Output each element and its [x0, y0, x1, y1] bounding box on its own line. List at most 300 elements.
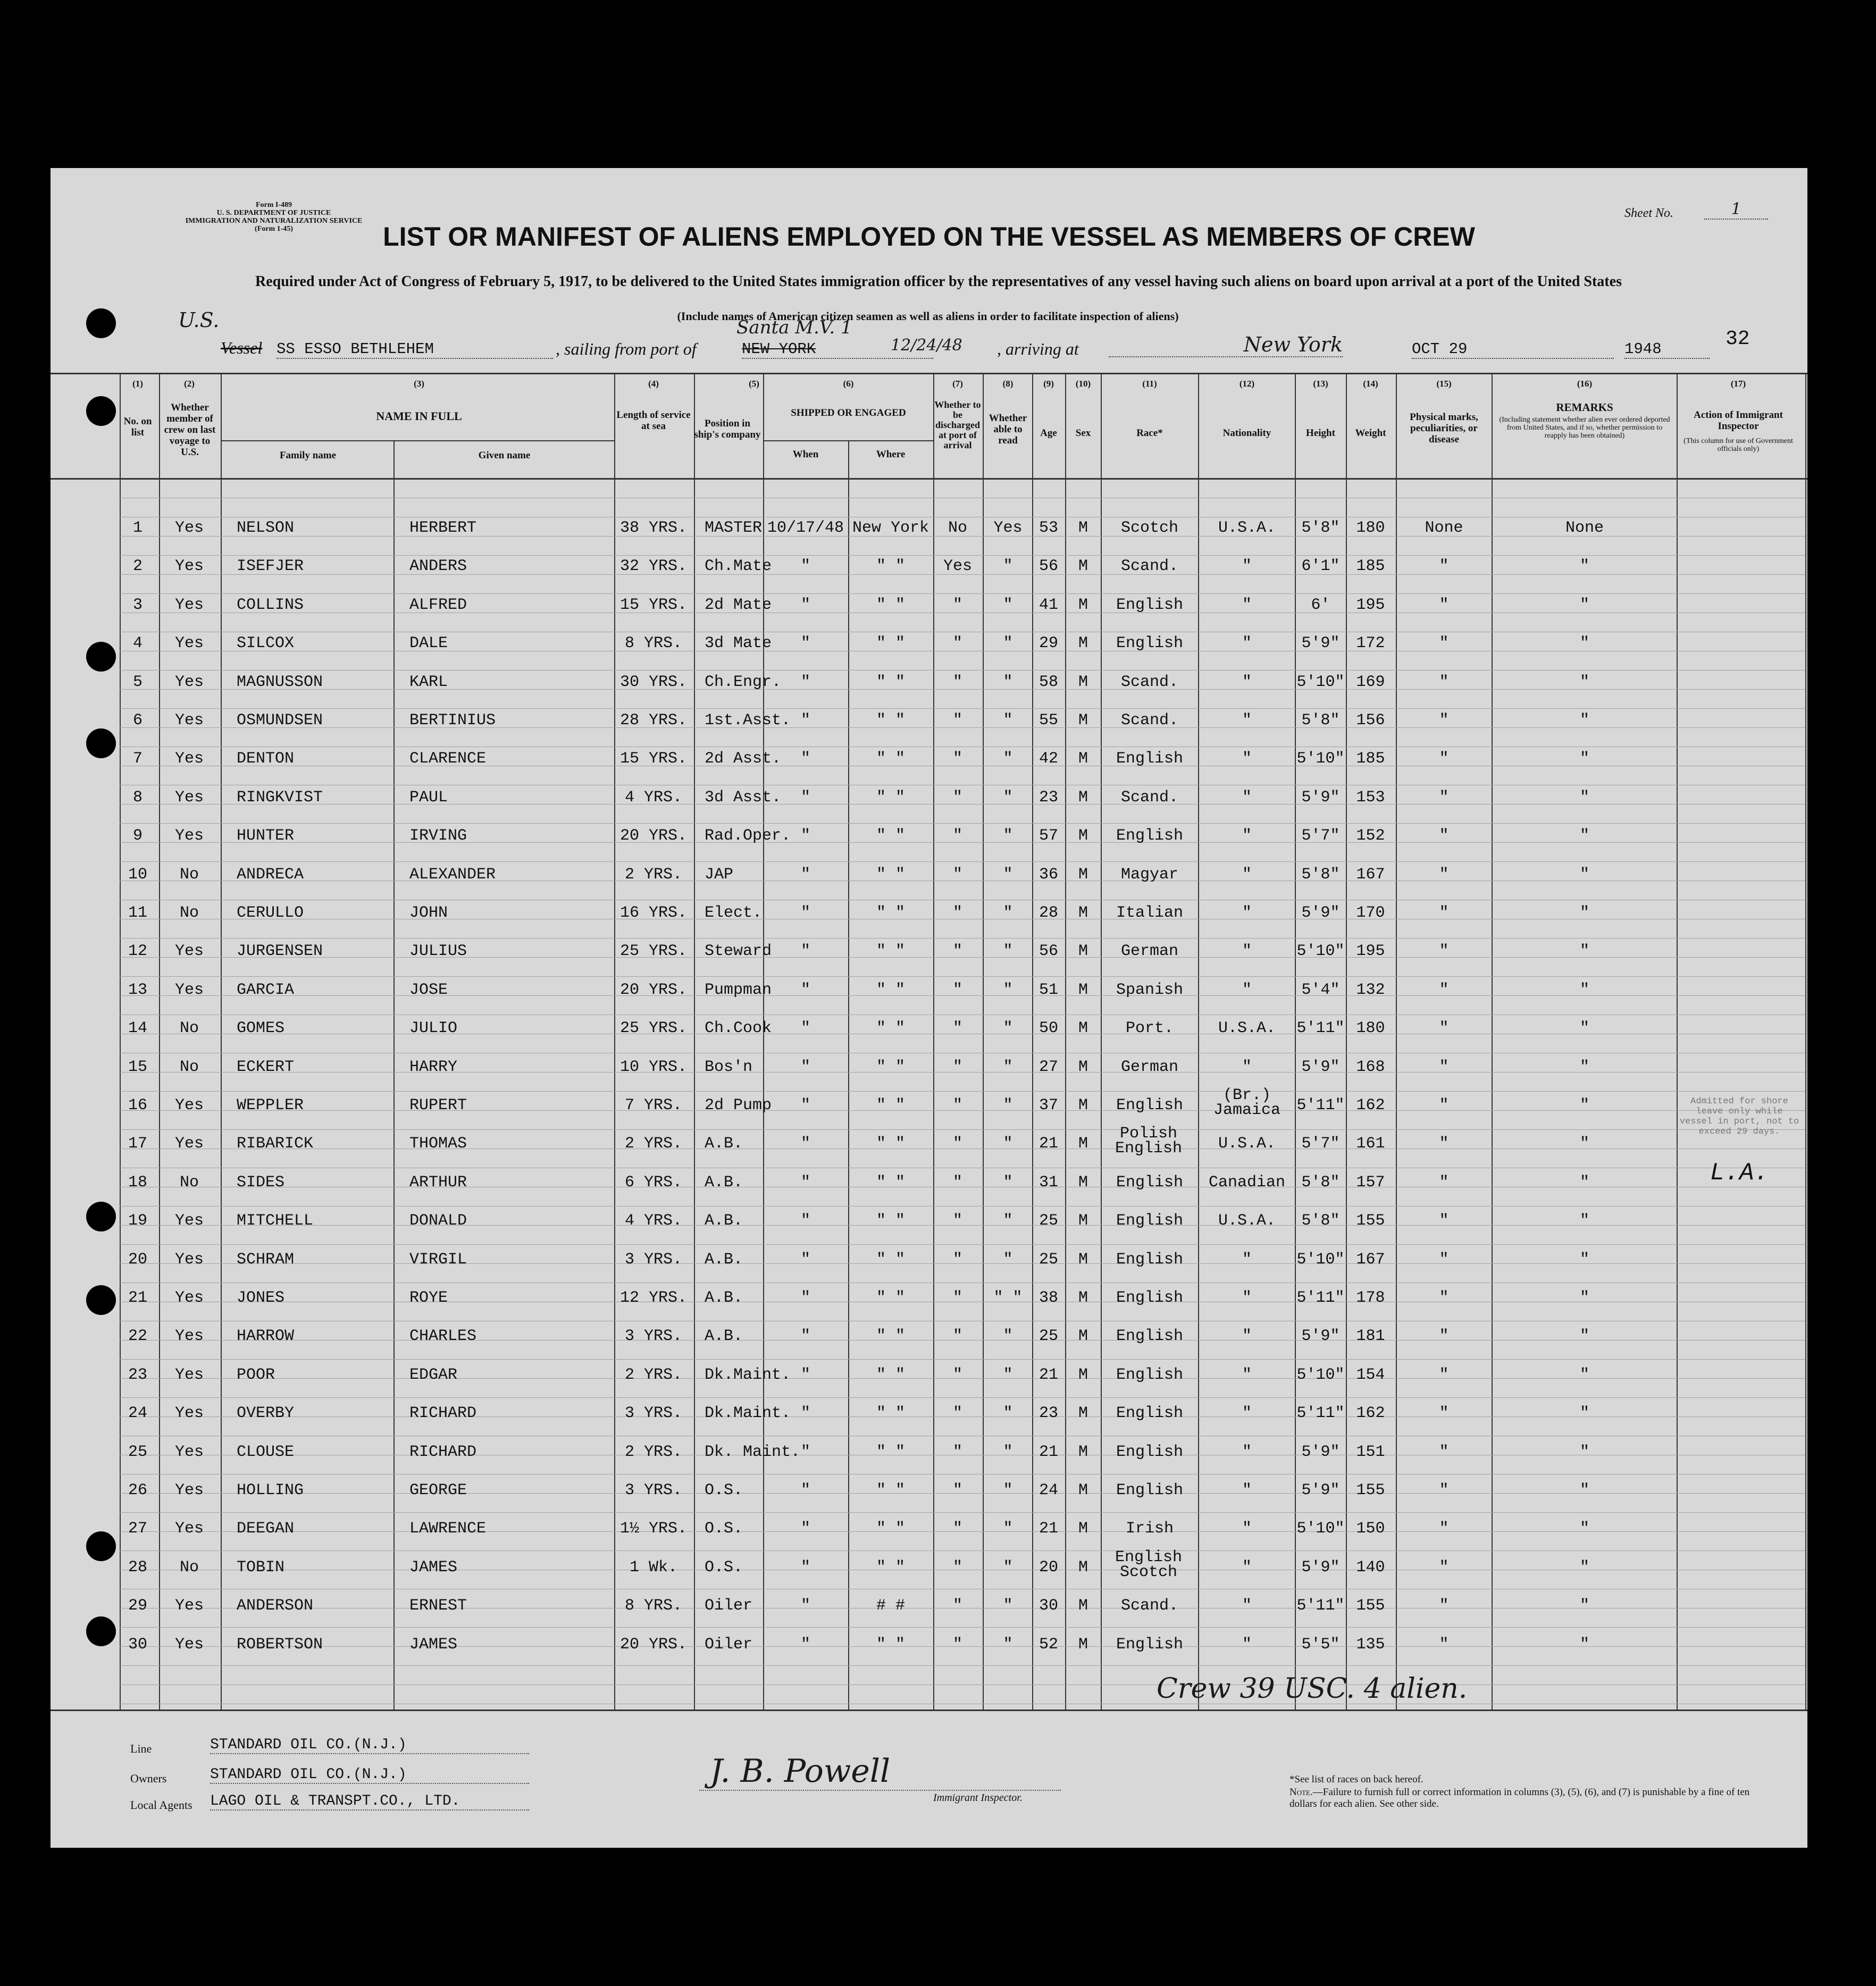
header-name-in-full: NAME IN FULL: [376, 409, 462, 423]
age-cell: 25: [1038, 1212, 1058, 1230]
vessel-name: SS ESSO BETHLEHEM: [277, 340, 553, 359]
weight-cell: 140: [1356, 1558, 1385, 1577]
header-nationality: Nationality: [1222, 428, 1271, 439]
member-cell: Yes: [174, 788, 204, 807]
member-cell: Yes: [174, 1365, 204, 1384]
row-number: 18: [128, 1173, 147, 1192]
weight-cell: 195: [1356, 596, 1385, 614]
race-cell: Magyar: [1120, 865, 1179, 884]
where-cell: " ": [876, 1404, 905, 1423]
read-cell: ": [1003, 942, 1013, 961]
where-cell: " ": [876, 1250, 905, 1269]
where-cell: " ": [876, 1520, 905, 1538]
remarks-cell: ": [1579, 1443, 1589, 1461]
discharged-cell: ": [952, 1365, 962, 1384]
given-name-cell: GEORGE: [409, 1481, 467, 1499]
member-cell: Yes: [174, 673, 204, 691]
owners-value: STANDARD OIL CO.(N.J.): [210, 1766, 529, 1784]
header-able-read: Whether able to read: [989, 413, 1027, 446]
colnum-8: (8): [1002, 379, 1014, 389]
sailing-hand-note: Santa M.V. 1: [736, 317, 852, 338]
discharged-cell: No: [948, 519, 967, 537]
service-cell: 4 YRS.: [624, 788, 683, 807]
given-name-cell: CLARENCE: [409, 750, 487, 768]
remarks-cell: ": [1579, 1019, 1589, 1038]
age-cell: 31: [1038, 1173, 1058, 1192]
nationality-cell: U.S.A.: [1218, 519, 1276, 537]
family-name-cell: OVERBY: [237, 1404, 295, 1423]
where-cell: " ": [876, 1635, 905, 1654]
height-cell: 5'9": [1301, 904, 1340, 922]
age-cell: 25: [1038, 1250, 1058, 1269]
nationality-cell: ": [1242, 827, 1252, 845]
when-cell: ": [800, 865, 810, 884]
header-length-service: Length of service at sea: [616, 409, 691, 432]
weight-cell: 185: [1356, 750, 1385, 768]
family-name-cell: SILCOX: [237, 634, 295, 653]
given-name-cell: JAMES: [409, 1635, 458, 1654]
position-cell: O.S.: [705, 1558, 743, 1577]
remarks-cell: ": [1579, 1250, 1589, 1269]
height-cell: 5'9": [1301, 1058, 1340, 1076]
inspector-signature: J. B. Powell: [710, 1753, 891, 1790]
position-cell: 3d Asst.: [705, 788, 782, 807]
row-number: 15: [128, 1058, 147, 1076]
given-name-cell: CHARLES: [409, 1327, 477, 1346]
age-cell: 23: [1038, 788, 1058, 807]
header-age: Age: [1040, 428, 1057, 439]
weight-cell: 181: [1356, 1327, 1385, 1346]
physical-cell: ": [1439, 1558, 1449, 1577]
header-remarks-note: (Including statement whether alien ever ordered deported from United States, and if so, whether permission to reapply has been obtained): [1499, 416, 1670, 440]
binder-hole: [86, 728, 116, 758]
remarks-cell: ": [1579, 1365, 1589, 1384]
race-cell: English: [1116, 750, 1184, 768]
given-name-cell: JAMES: [409, 1558, 458, 1577]
remarks-cell: ": [1579, 981, 1589, 999]
sex-cell: M: [1078, 673, 1088, 691]
remarks-cell: ": [1579, 942, 1589, 961]
weight-cell: 157: [1356, 1173, 1385, 1192]
age-cell: 58: [1038, 673, 1058, 691]
age-cell: 52: [1038, 1635, 1058, 1654]
service-cell: 1½ YRS.: [619, 1520, 688, 1538]
nationality-cell: ": [1242, 634, 1252, 653]
age-cell: 21: [1038, 1443, 1058, 1461]
physical-cell: None: [1425, 519, 1463, 537]
discharged-cell: Yes: [943, 557, 972, 576]
family-name-cell: GOMES: [237, 1019, 285, 1038]
nationality-cell: U.S.A.: [1218, 1019, 1276, 1038]
physical-cell: ": [1439, 1135, 1449, 1153]
family-name-cell: DENTON: [237, 750, 295, 768]
discharged-cell: ": [952, 1135, 962, 1153]
where-cell: " ": [876, 1058, 905, 1076]
race-cell: English: [1116, 634, 1184, 653]
sex-cell: M: [1078, 1019, 1088, 1038]
remarks-cell: ": [1579, 1481, 1589, 1499]
sex-cell: M: [1078, 1365, 1088, 1384]
when-cell: ": [800, 1250, 810, 1269]
sex-cell: M: [1078, 942, 1088, 961]
remarks-cell: ": [1579, 634, 1589, 653]
given-name-cell: JULIO: [409, 1019, 458, 1038]
sex-cell: M: [1078, 1289, 1088, 1307]
action-cell: Admitted for shore leave only while vessel in port, not to exceed 29 days.: [1679, 1096, 1799, 1137]
family-name-cell: POOR: [237, 1365, 275, 1384]
line-value: STANDARD OIL CO.(N.J.): [210, 1737, 529, 1754]
given-name-cell: HERBERT: [409, 519, 477, 537]
given-name-cell: IRVING: [409, 827, 467, 845]
crew-row: [51, 976, 1807, 1014]
physical-cell: ": [1439, 1212, 1449, 1230]
position-cell: Ch.Mate: [705, 557, 772, 576]
age-cell: 42: [1038, 750, 1058, 768]
physical-cell: ": [1439, 1173, 1449, 1192]
height-cell: 5'7": [1301, 827, 1340, 845]
physical-cell: ": [1439, 634, 1449, 653]
colnum-15: (15): [1436, 379, 1452, 389]
discharged-cell: ": [952, 904, 962, 922]
physical-cell: ": [1439, 1327, 1449, 1346]
crew-row: [51, 1438, 1807, 1476]
crew-row: [51, 1014, 1807, 1052]
nationality-cell: ": [1242, 904, 1252, 922]
row-number: 22: [128, 1327, 147, 1346]
family-name-cell: ROBERTSON: [237, 1635, 323, 1654]
nationality-cell: ": [1242, 942, 1252, 961]
race-cell: Scand.: [1120, 1597, 1179, 1615]
when-cell: ": [800, 1058, 810, 1076]
nationality-cell: ": [1242, 1365, 1252, 1384]
physical-cell: ": [1439, 1443, 1449, 1461]
where-cell: " ": [876, 1096, 905, 1114]
member-cell: Yes: [174, 1635, 204, 1654]
race-cell: Polish English: [1115, 1125, 1183, 1158]
where-cell: " ": [876, 1481, 905, 1499]
when-cell: ": [800, 1481, 810, 1499]
given-name-cell: THOMAS: [409, 1135, 467, 1153]
sex-cell: M: [1078, 827, 1088, 845]
service-cell: 20 YRS.: [619, 827, 688, 845]
service-cell: 38 YRS.: [619, 519, 688, 537]
weight-cell: 156: [1356, 711, 1385, 730]
read-cell: ": [1003, 1404, 1013, 1423]
when-cell: ": [800, 1019, 810, 1038]
when-cell: ": [800, 904, 810, 922]
header-no-on-list: No. on list: [123, 416, 152, 438]
read-cell: Yes: [993, 519, 1023, 537]
crew-row: [51, 1591, 1807, 1630]
given-name-cell: EDGAR: [409, 1365, 458, 1384]
sex-cell: M: [1078, 1558, 1088, 1577]
physical-cell: ": [1439, 750, 1449, 768]
name-subheader-divider: [221, 440, 615, 441]
family-name-cell: ANDERSON: [237, 1597, 314, 1615]
height-cell: 5'10": [1296, 942, 1345, 961]
sex-cell: M: [1078, 1481, 1088, 1499]
remarks-cell: ": [1579, 557, 1589, 576]
when-cell: ": [800, 1365, 810, 1384]
row-number: 30: [128, 1635, 147, 1654]
service-cell: 30 YRS.: [619, 673, 688, 691]
row-number: 8: [132, 788, 143, 807]
race-cell: English: [1116, 1481, 1184, 1499]
service-cell: 32 YRS.: [619, 557, 688, 576]
given-name-cell: JULIUS: [409, 942, 467, 961]
given-name-cell: JOSE: [409, 981, 448, 999]
remarks-cell: ": [1579, 1173, 1589, 1192]
height-cell: 5'10": [1296, 1250, 1345, 1269]
position-cell: Rad.Oper.: [705, 827, 791, 845]
height-cell: 5'11": [1296, 1404, 1345, 1423]
race-cell: Scotch: [1120, 519, 1179, 537]
agents-value: LAGO OIL & TRANSPT.CO., LTD.: [210, 1793, 529, 1811]
nationality-cell: ": [1242, 557, 1252, 576]
remarks-cell: ": [1579, 711, 1589, 730]
sex-cell: M: [1078, 1404, 1088, 1423]
weight-cell: 178: [1356, 1289, 1385, 1307]
height-cell: 5'10": [1296, 750, 1345, 768]
position-cell: JAP: [705, 865, 734, 884]
race-cell: Scand.: [1120, 557, 1179, 576]
height-cell: 5'5": [1301, 1635, 1340, 1654]
crew-row: [51, 1245, 1807, 1284]
discharged-cell: ": [952, 1096, 962, 1114]
where-cell: " ": [876, 634, 905, 653]
remarks-cell: ": [1579, 1096, 1589, 1114]
binder-hole: [86, 1202, 116, 1231]
height-cell: 6'1": [1301, 557, 1340, 576]
remarks-cell: ": [1579, 827, 1589, 845]
nationality-cell: U.S.A.: [1218, 1212, 1276, 1230]
discharged-cell: ": [952, 1404, 962, 1423]
height-cell: 5'11": [1296, 1096, 1345, 1114]
physical-cell: ": [1439, 1597, 1449, 1615]
race-cell: English: [1116, 1404, 1184, 1423]
row-number: 13: [128, 981, 147, 999]
sailing-date: 12/24/48: [891, 336, 962, 355]
sex-cell: M: [1078, 788, 1088, 807]
crew-row: [51, 668, 1807, 706]
where-cell: " ": [876, 1558, 905, 1577]
given-name-cell: RUPERT: [409, 1096, 467, 1114]
member-cell: Yes: [174, 1327, 204, 1346]
read-cell: ": [1003, 1520, 1013, 1538]
age-cell: 41: [1038, 596, 1058, 614]
height-cell: 5'10": [1296, 1520, 1345, 1538]
remarks-cell: ": [1579, 673, 1589, 691]
race-cell: Port.: [1125, 1019, 1174, 1038]
where-cell: " ": [876, 596, 905, 614]
remarks-cell: ": [1579, 1597, 1589, 1615]
height-cell: 5'9": [1301, 1481, 1340, 1499]
given-name-cell: DALE: [409, 634, 448, 653]
weight-cell: 161: [1356, 1135, 1385, 1153]
physical-cell: ": [1439, 673, 1449, 691]
age-cell: 53: [1038, 519, 1058, 537]
discharged-cell: ": [952, 981, 962, 999]
when-cell: ": [800, 1173, 810, 1192]
header-where: Where: [876, 449, 906, 460]
physical-cell: ": [1439, 1289, 1449, 1307]
when-cell: ": [800, 1597, 810, 1615]
row-number: 19: [128, 1212, 147, 1230]
crew-row: [51, 744, 1807, 783]
sheet-label: Sheet No.: [1624, 206, 1673, 220]
colnum-5: (5): [749, 379, 759, 389]
row-number: 5: [132, 673, 143, 691]
physical-cell: ": [1439, 1019, 1449, 1038]
age-cell: 38: [1038, 1289, 1058, 1307]
service-cell: 2 YRS.: [624, 865, 683, 884]
when-cell: ": [800, 711, 810, 730]
age-cell: 50: [1038, 1019, 1058, 1038]
row-number: 3: [132, 596, 143, 614]
given-name-cell: VIRGIL: [409, 1250, 467, 1269]
position-cell: Ch.Cook: [705, 1019, 772, 1038]
where-cell: " ": [876, 750, 905, 768]
when-cell: ": [800, 1520, 810, 1538]
weight-cell: 151: [1356, 1443, 1385, 1461]
row-number: 24: [128, 1404, 147, 1423]
discharged-cell: ": [952, 634, 962, 653]
row-number: 17: [128, 1135, 147, 1153]
row-number: 21: [128, 1289, 147, 1307]
form-subtitle: Required under Act of Congress of February 5, 1917, to be delivered to the United States immigration officer by the representatives of any vessel having such aliens on board upon arrival at a port of the United States: [255, 273, 1622, 290]
sex-cell: M: [1078, 904, 1088, 922]
family-name-cell: HARROW: [237, 1327, 295, 1346]
race-cell: Irish: [1125, 1520, 1174, 1538]
note-label: Note.: [1289, 1787, 1313, 1798]
weight-cell: 150: [1356, 1520, 1385, 1538]
header-sex: Sex: [1075, 428, 1091, 439]
family-name-cell: JURGENSEN: [237, 942, 323, 961]
age-cell: 51: [1038, 981, 1058, 999]
when-cell: ": [800, 1096, 810, 1114]
remarks-cell: ": [1579, 1635, 1589, 1654]
crew-row: [51, 1053, 1807, 1091]
colnum-4: (4): [648, 379, 659, 389]
colnum-9: (9): [1043, 379, 1054, 389]
age-cell: 37: [1038, 1096, 1058, 1114]
given-name-cell: ROYE: [409, 1289, 448, 1307]
row-number: 28: [128, 1558, 147, 1577]
sex-cell: M: [1078, 1597, 1088, 1615]
position-cell: 3d Mate: [705, 634, 772, 653]
family-name-cell: ISEFJER: [237, 557, 304, 576]
crew-row: [51, 822, 1807, 860]
weight-cell: 155: [1356, 1481, 1385, 1499]
where-cell: " ": [876, 904, 905, 922]
colnum-14: (14): [1363, 379, 1378, 389]
position-cell: A.B.: [705, 1212, 743, 1230]
sheet-number: 1: [1704, 200, 1768, 220]
discharged-cell: ": [952, 673, 962, 691]
sex-cell: M: [1078, 1135, 1088, 1153]
when-cell: ": [800, 557, 810, 576]
arriving-label: , arriving at: [997, 339, 1079, 358]
service-cell: 3 YRS.: [624, 1327, 683, 1346]
colnum-17: (17): [1730, 379, 1746, 389]
service-cell: 3 YRS.: [624, 1481, 683, 1499]
height-cell: 5'7": [1301, 1135, 1340, 1153]
remarks-cell: ": [1579, 1212, 1589, 1230]
family-name-cell: COLLINS: [237, 596, 304, 614]
discharged-cell: ": [952, 788, 962, 807]
include-note: (Include names of American citizen seamen as well as aliens in order to facilitate inspection of aliens): [677, 309, 1179, 323]
family-name-cell: HUNTER: [237, 827, 295, 845]
height-cell: 6': [1311, 596, 1330, 614]
member-cell: Yes: [174, 634, 204, 653]
when-cell: ": [800, 1404, 810, 1423]
member-cell: No: [179, 1019, 199, 1038]
family-name-cell: SCHRAM: [237, 1250, 295, 1269]
when-cell: ": [800, 1212, 810, 1230]
member-cell: Yes: [174, 1135, 204, 1153]
where-cell: " ": [876, 865, 905, 884]
nationality-cell: U.S.A.: [1218, 1135, 1276, 1153]
sex-cell: M: [1078, 1327, 1088, 1346]
given-name-cell: BERTINIUS: [409, 711, 496, 730]
form-number: Form I-489: [255, 201, 292, 209]
given-name-cell: PAUL: [409, 788, 448, 807]
when-cell: ": [800, 1558, 810, 1577]
colnum-10: (10): [1075, 379, 1091, 389]
crew-row: [51, 1322, 1807, 1360]
age-cell: 25: [1038, 1327, 1058, 1346]
height-cell: 5'9": [1301, 634, 1340, 653]
race-cell: English: [1116, 1173, 1184, 1192]
physical-cell: ": [1439, 1481, 1449, 1499]
family-name-cell: RINGKVIST: [237, 788, 323, 807]
given-name-cell: ERNEST: [409, 1597, 467, 1615]
service-cell: 20 YRS.: [619, 981, 688, 999]
discharged-cell: ": [952, 827, 962, 845]
read-cell: ": [1003, 1327, 1013, 1346]
crew-count-note: Crew 39 USC. 4 alien.: [1157, 1673, 1468, 1705]
position-cell: O.S.: [705, 1481, 743, 1499]
weight-cell: 180: [1356, 519, 1385, 537]
service-cell: 2 YRS.: [624, 1365, 683, 1384]
sex-cell: M: [1078, 557, 1088, 576]
binder-hole: [86, 642, 116, 672]
when-cell: ": [800, 1635, 810, 1654]
weight-cell: 168: [1356, 1058, 1385, 1076]
weight-cell: 135: [1356, 1635, 1385, 1654]
height-cell: 5'8": [1301, 865, 1340, 884]
colnum-13: (13): [1313, 379, 1328, 389]
agents-label: Local Agents: [130, 1798, 192, 1812]
sex-cell: M: [1078, 596, 1088, 614]
remarks-cell: ": [1579, 596, 1589, 614]
weight-cell: 132: [1356, 981, 1385, 999]
age-cell: 21: [1038, 1520, 1058, 1538]
when-cell: 10/17/48: [767, 519, 844, 537]
race-cell: German: [1120, 942, 1179, 961]
weight-cell: 155: [1356, 1212, 1385, 1230]
given-name-cell: JOHN: [409, 904, 448, 922]
row-number: 2: [132, 557, 143, 576]
where-cell: " ": [876, 1443, 905, 1461]
member-cell: Yes: [174, 557, 204, 576]
weight-cell: 154: [1356, 1365, 1385, 1384]
service-cell: 3 YRS.: [624, 1404, 683, 1423]
discharged-cell: ": [952, 1212, 962, 1230]
row-number: 14: [128, 1019, 147, 1038]
age-cell: 21: [1038, 1365, 1058, 1384]
height-cell: 5'11": [1296, 1597, 1345, 1615]
